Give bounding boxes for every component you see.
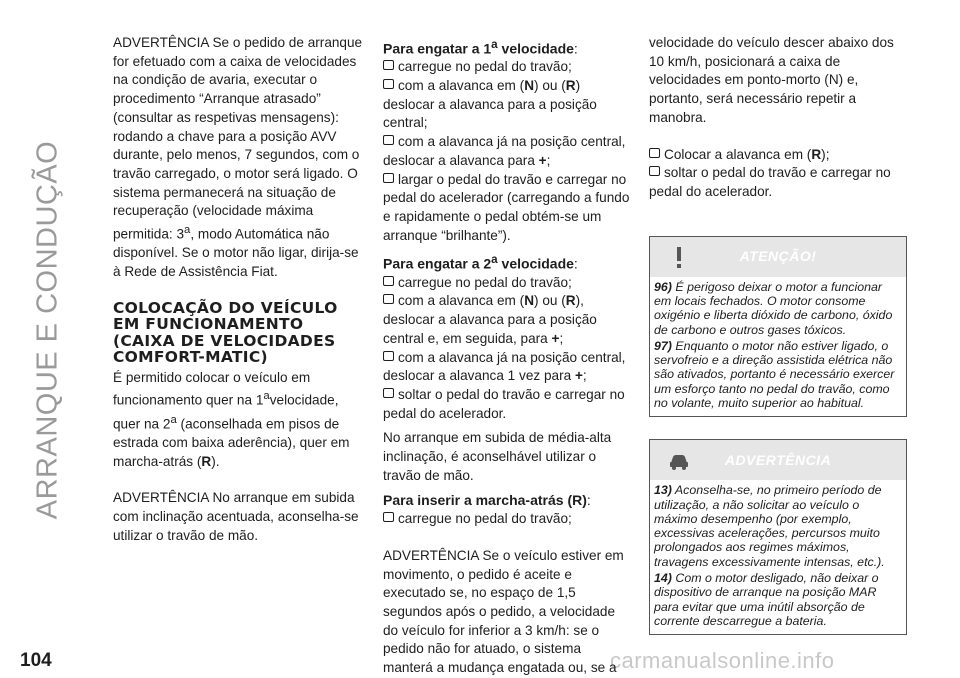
checkbox-bullet-icon bbox=[383, 388, 394, 398]
heading-second-gear: Para engatar a 2$^a$ velocidade: bbox=[383, 253, 578, 273]
list-item: com a alavanca já na posição central, deslocar a alavanca 1 vez para +; bbox=[383, 349, 626, 384]
advertencia-box-body bbox=[650, 480, 906, 634]
column-2 bbox=[383, 34, 633, 678]
checkbox-bullet-icon bbox=[383, 351, 394, 361]
checkbox-bullet-icon bbox=[383, 276, 394, 286]
advertencia-note-14: 14) Com o motor desligado, não deixar o dispositivo de arranque na posição MAR para evitar que uma inútil absorção de corrente descarregue a bateria. bbox=[654, 571, 879, 628]
paragraph-arranque-atrasado: ADVERTÊNCIA Se o pedido de arranque for efetuado com a caixa de velocidades na condição de avaria, executar o procedimento “Arranque atrasado” (consultar as respetivas mensagens): rodando a chave para a posição AVV durante, pelo menos, 7 segundos, com o travão carregado, o motor será ligado. O sistema permanecerá na situação de recuperação (velocidade máxima permitida: 3$^a$, modo Automática não disponível. Se o motor não ligar, dirija-se à Rede de Assistência Fiat. bbox=[113, 35, 363, 279]
paragraph-continuation: velocidade do veículo descer abaixo dos 10 km/h, posicionará a caixa de velocidades em ponto-morto (N) e, portanto, será necessário repetir a manobra. bbox=[649, 35, 894, 125]
section-title: COLOCAÇÃO DO VEÍCULO EM FUNCIONAMENTO (CAIXA DE VELOCIDADES COMFORT-MATIC) bbox=[113, 298, 338, 367]
checkbox-bullet-icon bbox=[383, 135, 394, 145]
list-item: carregue no pedal do travão; bbox=[383, 58, 633, 77]
warning-box-header bbox=[650, 237, 906, 277]
advertencia-box-title: ADVERTÊNCIA bbox=[724, 451, 832, 468]
checkbox-bullet-icon bbox=[649, 166, 660, 176]
paragraph-advertencia-movimento: ADVERTÊNCIA Se o veículo estiver em movimento, o pedido é aceite e executado se, no espaço de 1,5 segundos após o pedido, a velocidade do veículo for inferior a 3 km/h: se o pedido não for atuado, o sistema manterá a mudança engatada ou, se a bbox=[383, 547, 624, 676]
list-item: soltar o pedal do travão e carregar no pedal do acelerador. bbox=[649, 165, 891, 199]
warning-box-title: ATENÇÃO! bbox=[739, 248, 817, 265]
advertencia-note-13: 13) Aconselha-se, no primeiro período de utilização, a não solicitar ao veículo o máximo desempenho (por exemplo, excessivas acelerações, percursos muito prolongados aos regimes máximos, travagens excessivamente intensas, etc.). bbox=[654, 483, 885, 569]
paragraph-colocacao: É permitido colocar o veículo em funcionamento quer na 1$^a$velocidade, quer na 2$^a$ (aconselhada em pisos de estrada com baixa aderência), quer em marcha-atrás (R). bbox=[113, 369, 350, 469]
list-item: largar o pedal do travão e carregar no pedal do acelerador (carregando a fundo e rapidamente o pedal obtém-se um arranque “brilhante”). bbox=[383, 171, 630, 243]
heading-first-gear: Para engatar a 1$^a$ velocidade: bbox=[383, 38, 578, 57]
list-item: com a alavanca em (N) ou (R), deslocar a alavanca para a posição central e, em seguida, para +; bbox=[383, 293, 597, 346]
list-item: com a alavanca em (N) ou (R) deslocar a alavanca para a posição central; bbox=[383, 78, 597, 131]
paragraph-advertencia-subida: ADVERTÊNCIA No arranque em subida com inclinação acentuada, aconselha-se utilizar o travão de mão. bbox=[113, 490, 359, 543]
list-item: com a alavanca já na posição central, deslocar a alavanca para +; bbox=[383, 134, 626, 168]
checkbox-bullet-icon bbox=[383, 173, 394, 183]
warning-note-97: 97) Enquanto o motor não estiver ligado, o servofreio e a direção assistida elétrica não são ativados, portanto é necessário exercer um esforço tanto no pedal do travão, como no volante, muito superior ao habitual. bbox=[654, 338, 895, 410]
advertencia-box-header bbox=[650, 440, 906, 480]
checkbox-bullet-icon bbox=[383, 512, 394, 522]
checkbox-bullet-icon bbox=[383, 60, 394, 70]
list-item: Colocar a alavanca em (R); bbox=[649, 146, 907, 165]
column-1 bbox=[113, 34, 363, 545]
column-3 bbox=[649, 34, 907, 635]
list-item: soltar o pedal do travão e carregar no pedal do acelerador. bbox=[383, 386, 625, 421]
checkbox-bullet-icon bbox=[383, 79, 394, 89]
watermark: carmanualsonline.info bbox=[610, 648, 835, 673]
warning-note-96: 96) É perigoso deixar o motor a funcionar em locais fechados. O motor consome oxigénio e liberta dióxido de carbono, óxido de carbono e outros gases tóxicos. bbox=[654, 279, 893, 337]
checkbox-bullet-icon bbox=[383, 294, 394, 304]
page-number: 104 bbox=[20, 650, 52, 671]
warning-exclamation-icon bbox=[668, 245, 690, 269]
paragraph-hill-start: No arranque em subida de média-alta inclinação, é aconselhável utilizar o travão de mão. bbox=[383, 430, 612, 483]
heading-reverse-gear: Para inserir a marcha-atrás (R): bbox=[383, 492, 591, 509]
warning-box bbox=[649, 236, 907, 418]
advertencia-box bbox=[649, 439, 907, 635]
checkbox-bullet-icon bbox=[649, 148, 660, 158]
list-item: carregue no pedal do travão; bbox=[383, 274, 633, 293]
warning-box-body bbox=[650, 277, 906, 417]
list-item: carregue no pedal do travão; bbox=[383, 510, 633, 529]
chapter-side-title: ARRANQUE E CONDUÇÃO bbox=[31, 140, 64, 520]
car-icon bbox=[668, 448, 690, 472]
